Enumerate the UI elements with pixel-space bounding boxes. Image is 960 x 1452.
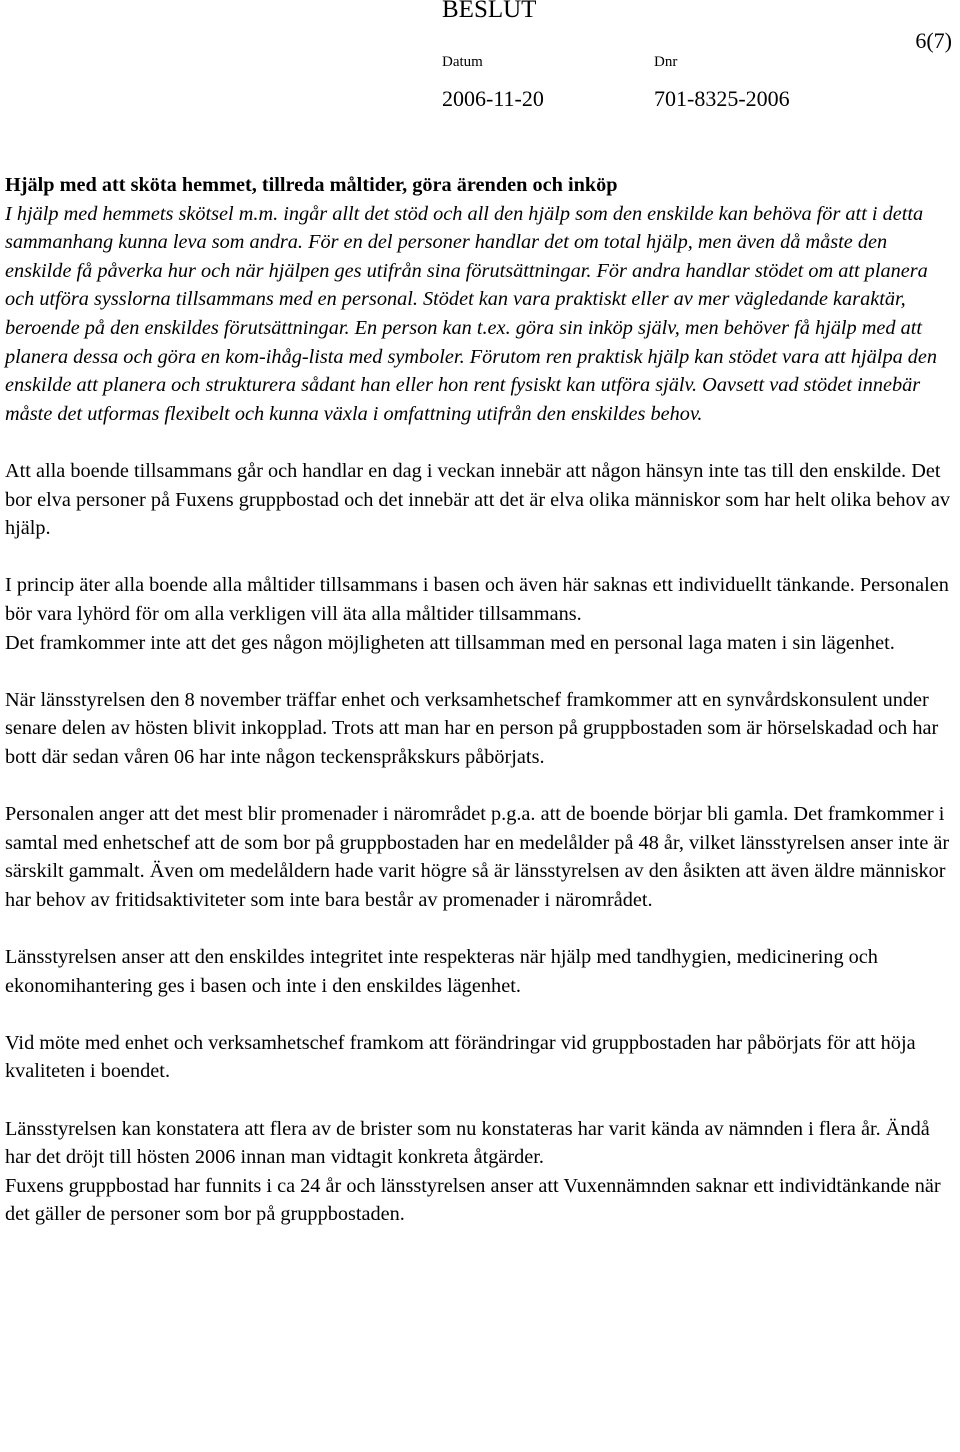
- date-value: 2006-11-20: [442, 86, 544, 111]
- section-heading: Hjälp med att sköta hemmet, tillreda måltider, göra ärenden och inköp: [5, 174, 618, 196]
- document-body: [5, 171, 955, 1229]
- page-number: 6(7): [915, 28, 952, 53]
- paragraph: Länsstyrelsen kan konstatera att flera av de brister som nu konstateras har varit kända av nämnden i flera år. Ändå har det dröjt till hösten 2006 innan man vidtagit konkreta åtgärder.: [5, 1117, 930, 1169]
- section-intro: I hjälp med hemmets skötsel m.m. ingår allt det stöd och all den hjälp som den enskilde kan behöva för att i detta sammanhang kunna leva som andra. För en del personer handlar det om total hjälp, men även då måste den enskilde få påverka hur och när hjälpen ges utifrån sina förutsättningar. För andra handlar stödet om att planera och utföra sysslorna tillsammans med en personal. Stödet kan vara praktiskt eller av mer vägledande karaktär, beroende på den enskildes förutsättningar. En person kan t.ex. göra sin inköp själv, men behöver få hjälp med att planera dessa och göra en kom-ihåg-lista med symboler. Förutom ren praktisk hjälp kan stödet vara att hjälpa den enskilde att planera och strukturera sådant han eller hon rent fysiskt kan utföra själv. Oavsett vad stödet innebär måste det utformas flexibelt och kunna växla i omfattning utifrån den enskildes behov.: [5, 202, 938, 425]
- paragraph: Det framkommer inte att det ges någon möjligheten att tillsamman med en personal laga maten i sin lägenhet.: [5, 631, 895, 654]
- dnr-value: 701-8325-2006: [654, 86, 790, 111]
- paragraph: Vid möte med enhet och verksamhetschef framkom att förändringar vid gruppbostaden har påbörjats för att höja kvaliteten i boendet.: [5, 1031, 916, 1083]
- paragraph: I princip äter alla boende alla måltider tillsammans i basen och även här saknas ett individuellt tänkande. Personalen bör vara lyhörd för om alla verkligen vill äta alla måltider tillsammans.: [5, 574, 949, 625]
- paragraph: Personalen anger att det mest blir promenader i närområdet p.g.a. att de boende börjar bli gamla. Det framkommer i samtal med enhetschef att de som bor på gruppbostaden har en medelålder på 48 år, vilket länsstyrelsen anser inte är särskilt gammalt. Även om medelåldern hade varit högre så är länsstyrelsen av den åsikten att även äldre människor har behov av fritidsaktiviteter som inte bara består av promenader i närområdet.: [5, 803, 950, 911]
- dnr-label: Dnr: [654, 54, 678, 70]
- paragraph: Fuxens gruppbostad har funnits i ca 24 år och länsstyrelsen anser att Vuxennämnden saknar ett individtänkande när det gäller de personer som bor på gruppbostaden.: [5, 1174, 941, 1226]
- paragraph: När länsstyrelsen den 8 november träffar enhet och verksamhetschef framkommer att en synvårdskonsulent under senare delen av hösten blivit inkopplad. Trots att man har en person på gruppbostaden som är hörselskadad och har bott där sedan våren 06 har inte någon teckenspråkskurs påbörjats.: [5, 688, 939, 768]
- paragraph: Att alla boende tillsammans går och handlar en dag i veckan innebär att någon hänsyn inte tas till den enskilde. Det bor elva personer på Fuxens gruppbostad och det innebär att det är elva olika människor som har helt olika behov av hjälp.: [5, 459, 951, 540]
- date-label: Datum: [442, 54, 483, 70]
- document-type: BESLUT: [442, 0, 537, 23]
- paragraph: Länsstyrelsen anser att den enskildes integritet inte respekteras när hjälp med tandhygien, medicinering och ekonomihantering ges i basen och inte i den enskildes lägenhet.: [5, 946, 878, 997]
